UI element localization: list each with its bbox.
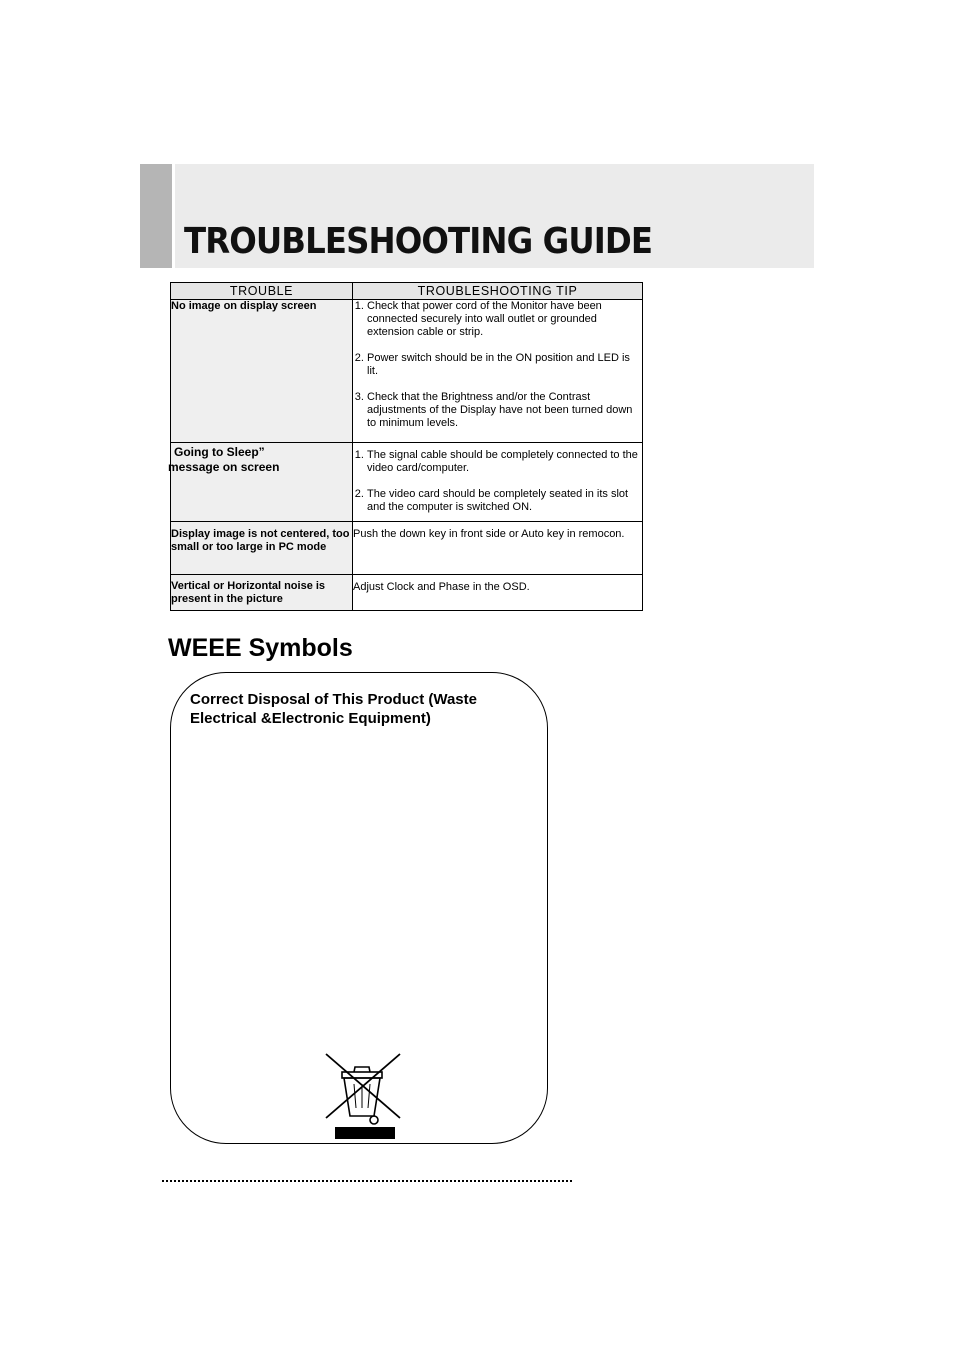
tip-text: Push the down key in front side or Auto key in remocon. [353,528,625,540]
page-title: TROUBLESHOOTING GUIDE [184,221,653,262]
trouble-line: message on screen [168,460,280,474]
table-row [171,575,643,611]
tip-item: 2. The video card should be completely seated in its slot and the computer is switched ON. [367,488,642,514]
trouble-cell: Display image is not centered, too small or too large in PC mode [171,522,353,575]
crossed-out-wheelie-bin-icon [324,1050,402,1140]
tip-cell [353,443,643,522]
tip-item: 2. Power switch should be in the ON position and LED is lit. [367,352,642,378]
tip-text: Adjust Clock and Phase in the OSD. [353,581,530,593]
trouble-cell [168,443,353,522]
tip-list [353,300,642,430]
table-row [171,443,643,522]
column-header-tip: TROUBLESHOOTING TIP [353,283,643,300]
tip-item: 3. Check that the Brightness and/or the Contrast adjustments of the Display have not been turned down to minimum levels. [367,391,642,430]
tip-item: 1. The signal cable should be completely connected to the video card/computer. [367,449,642,475]
trouble-line: Going to Sleep” [174,445,265,459]
table-header-row [171,283,643,300]
trouble-cell: Vertical or Horizontal noise is present in the picture [171,575,353,611]
weee-heading: Correct Disposal of This Product (Waste Electrical &Electronic Equipment) [190,691,477,727]
header-tab [140,164,172,268]
troubleshooting-table [170,282,643,611]
header-separator [172,164,175,268]
section-title-weee: WEEE Symbols [168,634,353,662]
tip-item: 1. Check that power cord of the Monitor have been connected securely into wall outlet or grounded extension cable or strip. [367,300,642,339]
tip-cell [353,522,643,575]
tip-cell [353,575,643,611]
table-row [171,300,643,443]
column-header-trouble: TROUBLE [171,283,353,300]
trouble-cell: No image on display screen [171,300,353,443]
dotted-divider [162,1180,572,1182]
tip-cell [353,300,643,443]
table-row [171,522,643,575]
tip-list [353,449,642,514]
